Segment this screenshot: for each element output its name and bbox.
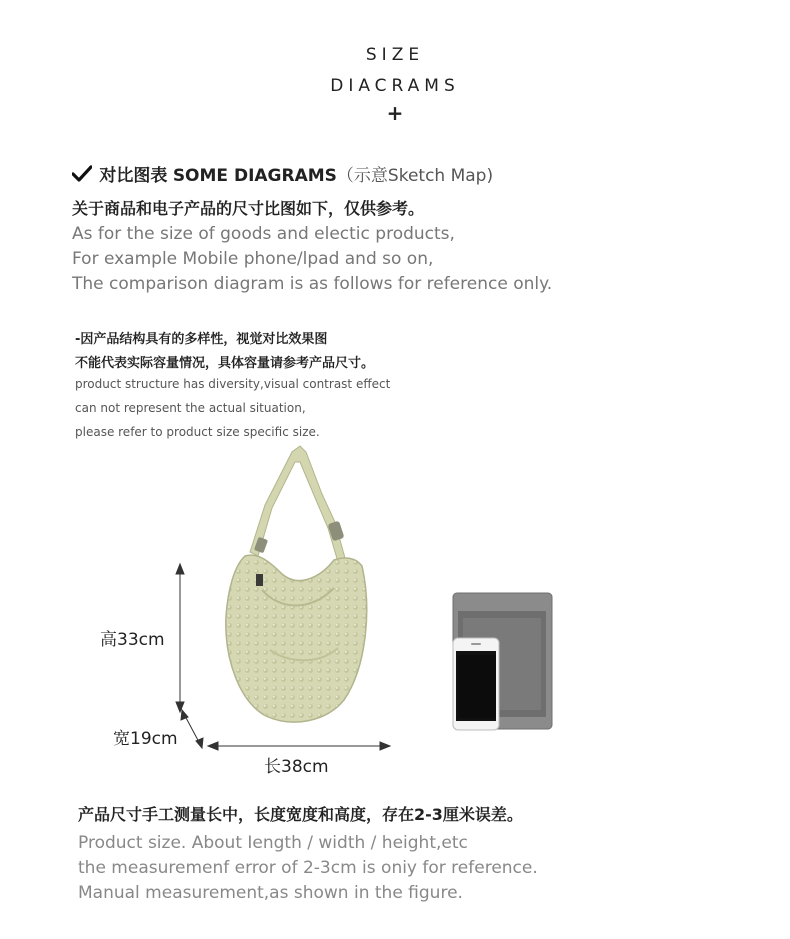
bottom-cn-text: 产品尺寸手工测量长中，长度宽度和高度，存在2-3厘米误差。 [78,805,523,824]
checkmark-icon [72,165,94,188]
section-cn-text: 关于商品和电子产品的尺寸比图如下，仅供参考。 [72,199,425,218]
note-cn-line: 不能代表实际容量情况，具体容量请参考产品尺寸。 [75,356,375,371]
note-en-line: can not represent the actual situation, [75,401,306,415]
height-label: 高33cm [100,630,165,650]
section-en-line: For example Mobile phone/lpad and so on, [72,249,434,269]
section-title-cn: 对比图表 [99,166,168,186]
length-label: 长38cm [264,757,329,777]
section-en-line: As for the size of goods and electic products, [72,224,455,244]
strap-buckle [328,521,345,542]
length-arrow [208,742,390,750]
height-arrow [176,564,184,712]
bag-body [226,555,367,722]
bottom-en-line: the measuremenf error of 2-3cm is oniy for reference. [78,858,538,878]
phone-illustration [453,638,499,730]
section-title-en: SOME DIAGRAMS [172,166,337,186]
plus-icon: + [386,101,404,125]
note-en-line: product structure has diversity,visual contrast effect [75,377,391,391]
note-en-line: please refer to product size specific size. [75,425,320,439]
bottom-en-line: Product size. About Iength / width / height,etc [78,833,468,853]
note-cn-line: -因产品结构具有的多样性，视觉对比效果图 [75,332,328,347]
section-heading [72,161,493,188]
size-title: SIZE [365,45,425,65]
section-en-line: The comparison diagram is as follows for reference only. [72,274,553,294]
section-title-note: （示意Sketch Map) [336,166,494,186]
diagrams-title: DIACRAMS [330,76,460,96]
width-label: 宽19cm [113,729,178,749]
width-arrow [181,710,203,748]
bottom-en-line: Manual measurement,as shown in the figure. [78,883,463,903]
bag-label [256,574,263,586]
bag-strap [250,446,345,562]
